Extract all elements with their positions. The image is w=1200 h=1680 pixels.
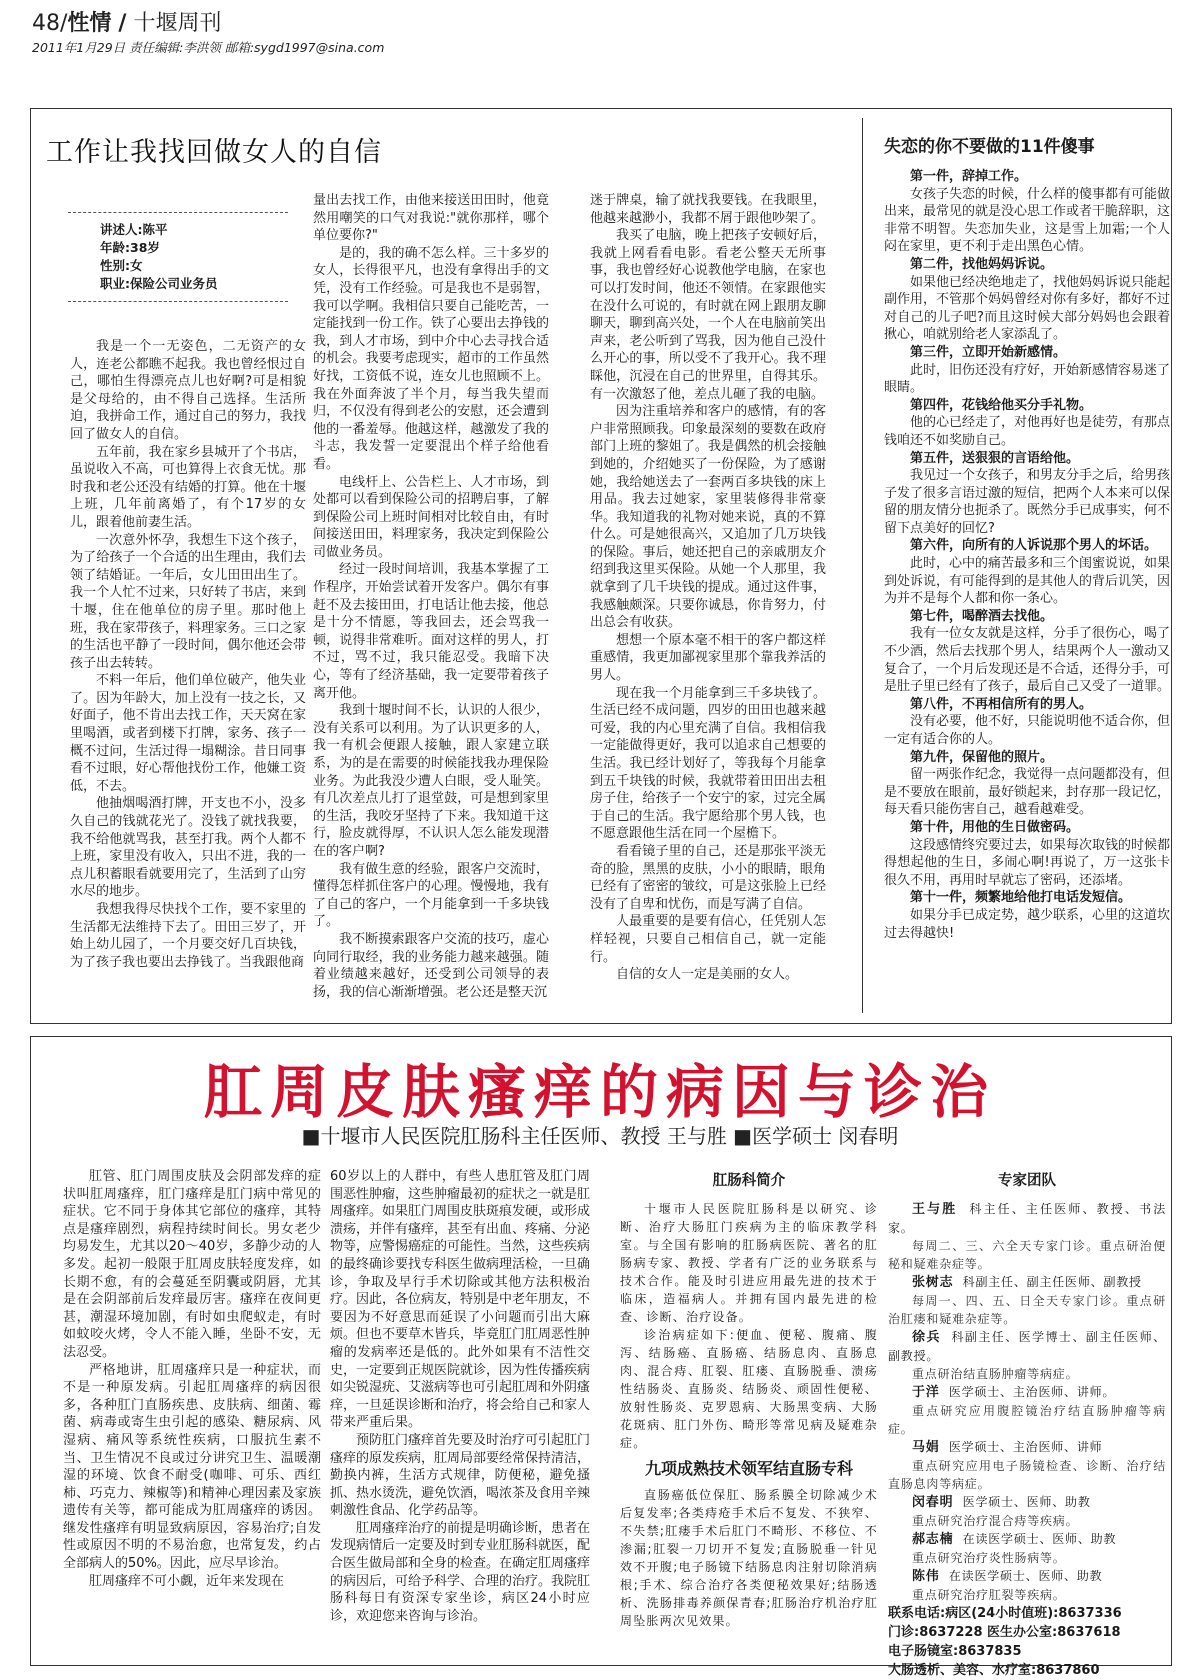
occupation: 职业:保险公司业务员 (100, 276, 218, 291)
health-column-1 (63, 1168, 321, 1658)
expert-desc: 重点研究治疗混合痔等疾病。 (912, 1514, 1079, 1528)
article-column-1 (70, 338, 306, 1018)
expert-entry (888, 1438, 1166, 1457)
contact-line: 大肠透析、美容、水疗室:8637860 (888, 1663, 1100, 1678)
sidebar-item-heading: 第三件，立即开始新感情。 (910, 344, 1067, 360)
expert-title: 科主任、主任医师、教授、书法家。 (888, 1202, 1167, 1235)
narrator: 讲述人:陈平 (100, 222, 168, 237)
paragraph: 肛周瘙痒不可小觑，近年来发现在 (89, 1573, 285, 1589)
paragraph: 我想我得尽快找个工作，要不家里的生活都无法维持下去了。田田三岁了，开始上幼儿园了，一个月要交好几百块钱，为了孩子我也要出去挣钱了。当我跟他商 (70, 902, 306, 970)
paragraph: 人最重要的是要有信心，任凭别人怎样轻视，只要自己相信自己，就一定能行。 (590, 914, 826, 965)
sidebar-item-body: 留一两张作纪念，我觉得一点问题都没有，但是不要放在眼前，最好锁起来，封存那一段记忆，每天看只能伤害自己，越看越难受。 (884, 767, 1171, 818)
sidebar-item-body: 女孩子失恋的时候，什么样的傻事都有可能做出来，最常见的就是没心思工作或者干脆辞职，这非常不明智。失恋加失业，这是雪上加霜;一个人闷在家里，更不利于走出黑色心情。 (884, 186, 1171, 255)
intro-heading: 肛肠科简介 (712, 1173, 786, 1189)
expert-name: 徐兵 (912, 1330, 941, 1345)
expert-name: 张树志 (912, 1275, 954, 1290)
paragraph: 诊治病症如下:便血、便秘、腹痛、腹泻、结肠癌、直肠癌、结肠息肉、直肠息肉、混合痔、肛裂、肛瘘、直肠脱垂、溃疡性结肠炎、直肠炎、结肠炎、顽固性便秘、放射性肠炎、克罗恩病、大肠黑变病、大肠花斑病、肛门外伤、畸形等常见病及疑难杂症。 (620, 1328, 878, 1450)
expert-desc: 重点研究应用电子肠镜检查、诊断、治疗结直肠息肉等病症。 (888, 1459, 1166, 1491)
separator: / (118, 11, 127, 36)
expert-entry (888, 1567, 1166, 1586)
paragraph: 因为注重培养和客户的感情，有的客户非常照顾我。印象最深刻的要数在政府部门上班的黎姐了。我是偶然的机会接触到她的，介绍她买了一份保险，为了感谢她，我给她送去了一套两百多块钱的床上用品。我去过她家，家里装修得非常豪华。我知道我的礼物对她来说，真的不算什么。可是她很高兴，又追加了几万块钱的保险。事后，她还把自己的亲戚朋友介绍到我这里买保险。从她一个人那里，我就拿到了几千块钱的提成。通过这件事，我感触颇深。只要你诚恳，你肯努力，付出总会有收获。 (590, 404, 826, 631)
article-title: 工作让我找回做女人的自信 (46, 137, 382, 168)
expert-desc: 每周二、三、六全天专家门诊。重点研治便秘和疑难杂症等。 (888, 1239, 1166, 1271)
expert-name: 于洋 (912, 1385, 940, 1400)
expert-name: 郝志楠 (912, 1532, 954, 1547)
article-column-3 (590, 192, 826, 1018)
paragraph: 自信的女人一定是美丽的女人。 (616, 967, 799, 983)
page-number: 48/ (32, 11, 68, 36)
expert-name: 陈伟 (912, 1569, 940, 1584)
paragraph: 预防肛门瘙痒首先要及时治疗可引起肛门瘙痒的原发疾病，肛周局部要经常保持清洁，勤换内裤，生活方式规律，防便秘，避免搔抓、热水烫洗，避免饮酒，喝浓茶及食用辛辣刺激性食品、化学药品等。 (330, 1432, 591, 1519)
expert-name: 王与胜 (912, 1202, 958, 1217)
sidebar-item-body: 我见过一个女孩子，和男友分手之后，给男孩子发了很多言语过激的短信，把两个人本来可以保留的朋友情分也扼杀了。既然分手已成事实，何不留下点美好的回忆? (884, 468, 1171, 536)
section-name: 性情 (67, 11, 112, 36)
sidebar-item-heading: 第十件，用他的生日做密码。 (910, 819, 1080, 835)
sidebar-item-body: 如果分手已成定势，越少联系，心里的这道坎过去得越快! (884, 907, 1171, 941)
sidebar-item-body: 此时，旧伤还没有疗好，开始新感情容易迷了眼睛。 (884, 362, 1171, 396)
expert-desc: 重点研究应用腹腔镜治疗结直肠肿瘤等病症。 (888, 1404, 1166, 1436)
article-column-2 (313, 192, 549, 1018)
paragraph: 他抽烟喝酒打牌，开支也不小，没多久自己的钱就花光了。没钱了就找我要，我不给他就骂我，甚至打我。两个人都不上班，家里没有收入，只出不进，我的一点儿积蓄眼看就要用完了，生活到了山穷水尽的地步。 (70, 796, 306, 900)
health-article-title: 肛周皮肤瘙痒的病因与诊治 (203, 1058, 996, 1126)
byline: ■十堰市人民医院肛肠科主任医师、教授 王与胜 ■医学硕士 闵春明 (301, 1124, 899, 1148)
paragraph: 我是一个一无姿色，二无资产的女人，连老公都瞧不起我。我也曾经恨过自己，哪怕生得漂亮点儿也好啊?可是相貌是父母给的，由不得自己选择。生活所迫，我拼命工作，通过自己的努力，我找回了做女人的自信。 (70, 339, 306, 442)
sidebar-title: 失恋的你不要做的11件傻事 (884, 137, 1095, 157)
expert-title: 医学硕士、医师、助教 (962, 1495, 1091, 1509)
tech-heading: 九项成熟技术领军结直肠专科 (644, 1459, 853, 1478)
continued-text: 迷于牌桌，输了就找我要钱。在我眼里，他越来越渺小，我都不屑于跟他吵架了。 (590, 193, 826, 226)
paragraph: 看看镜子里的自己，还是那张平淡无奇的脸，黑黑的皮肤，小小的眼睛，眼角已经有了密密的皱纹，可是这张脸上已经没有了自卑和忧伤，而是写满了自信。 (590, 843, 826, 912)
expert-name: 马娟 (912, 1440, 940, 1455)
expert-entry (888, 1200, 1166, 1237)
date-editor-line: 2011年1月29日 责任编辑:李洪领 邮箱:sygd1997@sina.com (32, 40, 385, 55)
continued-text: 量出去找工作，由他来接送田田时，他竟然用嘲笑的口气对我说:"就你那样，哪个单位要你?" (313, 193, 549, 244)
paragraph: 一次意外怀孕，我想生下这个孩子，为了给孩子一个合适的出生理由，我们去领了结婚证。一年后，女儿田田出生了。我一个人忙不过来，只好转了书店，来到十堰，住在他单位的房子里。那时他上班，我在家带孩子，料理家务。三口之家的生活也平静了一段时间，偶尔他还会带孩子出去转转。 (70, 532, 306, 671)
expert-title: 医学硕士、主治医师、讲师。 (948, 1385, 1116, 1399)
expert-title: 科副主任、副主任医师、副教授 (962, 1275, 1142, 1289)
sidebar-item-heading: 第一件，辞掉工作。 (910, 169, 1028, 184)
sidebar-item-body: 没有必要，他不好，只能说明他不适合你，但一定有适合你的人。 (884, 714, 1171, 747)
sidebar-item-body: 此时，心中的痛苦最多和三个闺蜜说说，如果到处诉说，有可能得到的是其他人的背后讥笑，因为并不是每个人都和你一条心。 (884, 556, 1171, 607)
sidebar-item-body: 这段感情终究要过去，如果每次取钱的时候都得想起他的生日，多闹心啊!再说了，万一这张卡很久不用，再用时早就忘了密码，还添堵。 (884, 837, 1171, 888)
sidebar-item-body: 如果他已经决绝地走了，找他妈妈诉说只能起副作用，不管那个妈妈曾经对你有多好，都好不过对自己的儿子吧?而且这时候大部分妈妈也会跟着揪心，咱就别给老人家添乱了。 (884, 274, 1171, 343)
sidebar-item-heading: 第十一件，频繁地给他打电话发短信。 (910, 890, 1132, 906)
expert-name: 闵春明 (912, 1495, 954, 1510)
paragraph: 是的，我的确不怎么样。三十多岁的女人，长得很平凡，也没有拿得出手的文凭，没有工作经验。可是我也不是弱智，我可以学啊。我相信只要自己能吃苦，一定能找到一份工作。铁了心要出去挣钱的我，到人才市场，到中介中心去寻找合适的机会。我要考虑现实，超市的工作虽然好找，工资低不说，连女儿也照顾不上。我在外面奔波了半个月，每当我失望而归，不仅没有得到老公的安慰，还会遭到他的一番羞辱。他越这样，越激发了我的斗志，我发誓一定要混出个样子给他看看。 (313, 245, 549, 472)
sidebar-item-heading: 第四件，花钱给他买分手礼物。 (910, 397, 1093, 413)
paragraph: 肛周瘙痒治疗的前提是明确诊断，患者在发现病情后一定要及时到专业肛肠科就医，配合医生做局部和全身的检查。在确定肛周瘙痒的病因后，可给予科学、合理的治疗。我院肛肠科每日有资深专家坐诊，病区24小时应诊，欢迎您来咨询与诊治。 (330, 1520, 591, 1624)
expert-title: 在读医学硕士、医师、助教 (962, 1532, 1117, 1546)
expert-entry (888, 1383, 1166, 1402)
health-column-2 (330, 1168, 590, 1658)
paragraph: 五年前，我在家乡县城开了个书店，虽说收入不高，可也算得上衣食无忧。那时我和老公还没有结婚的打算。他在十堰上班，几年前离婚了，有个17岁的女儿，跟着他前妻生活。 (70, 444, 306, 530)
paragraph: 现在我一个月能拿到三千多块钱了。生活已经不成问题，四岁的田田也越来越可爱，我的内心里充满了自信。我相信我一定能做得更好，我可以追求自己想要的生活。我已经计划好了，等我每个月能拿到五千块钱的时候，我就带着田田出去租房子住，给孩子一个安宁的家，过完全属于自己的生活。我宁愿给那个男人钱，也不愿意跟他生活在同一个屋檐下。 (590, 685, 826, 842)
paragraph: 我买了电脑，晚上把孩子安顿好后，我就上网看看电影。看老公整天无所事事，我也曾经好心说教他学电脑，在家也可以打发时间，他还不领情。在家跟他实在没什么可说的，有时就在网上跟朋友聊聊天，聊到高兴处，一个人在电脑前笑出声来，老公听到了骂我，因为他自己没什么开心的事，所以受不了我开心。我不理睬他，沉浸在自己的世界里，自得其乐。有一次激怒了他，差点儿砸了我的电脑。 (590, 228, 826, 402)
sidebar-item-body: 他的心已经走了，对他再好也是徒劳，有那点钱咱还不如奖励自己。 (884, 415, 1171, 448)
paragraph: 我到十堰时间不长，认识的人很少，没有关系可以利用。为了认识更多的人，我一有机会便跟人接触，跟人家建立联系，为的是在需要的时候能找我办理保险业务。为此我没少遭人白眼，受人耻笑。有几次差点儿打了退堂鼓，可是想到家里的生活，我咬牙坚持了下来。我知道干这行，脸皮就得厚，不认识人怎么能发现潜在的客户啊? (313, 703, 549, 859)
contact-info (888, 1604, 1166, 1680)
expert-team (888, 1168, 1167, 1678)
expert-desc: 重点研究治疗肛裂等疾病。 (912, 1588, 1066, 1602)
gender: 性别:女 (100, 258, 143, 273)
paper-name: 十堰周刊 (133, 11, 222, 36)
page-header (32, 6, 221, 37)
sidebar-item-heading: 第八件，不再相信所有的男人。 (910, 696, 1093, 712)
paragraph: 我有做生意的经验，跟客户交流时，懂得怎样抓住客户的心理。慢慢地，我有了自己的客户，一个月能拿到一千多块钱了。 (313, 861, 549, 930)
expert-entry (888, 1328, 1166, 1365)
sidebar-item-heading: 第五件，送狠狠的言语给他。 (910, 450, 1080, 466)
contact-line: 电子肠镜室:8637835 (888, 1644, 1022, 1659)
paragraph: 不料一年后，他们单位破产，他失业了。因为年龄大，加上没有一技之长，又好面子，他不肯出去找工作，天天窝在家里喝酒，或者到楼下打牌，家务、孩子一概不过问，生活过得一塌糊涂。昔日同事看不过眼，好心帮他找份工作，他嫌工资低，不去。 (70, 673, 306, 794)
expert-desc: 重点研治结直肠肿瘤等病症。 (912, 1367, 1079, 1381)
sidebar-item-heading: 第六件，向所有的人诉说那个男人的坏话。 (910, 538, 1158, 554)
author-info (68, 212, 288, 302)
expert-entry (888, 1530, 1166, 1549)
expert-title: 科副主任、医学博士、副主任医师、副教授。 (888, 1330, 1166, 1363)
age: 年龄:38岁 (100, 240, 160, 255)
paragraph: 十堰市人民医院肛肠科是以研究、诊断、治疗大肠肛门疾病为主的临床教学科室。与全国有影响的肛肠病医院、著名的肛肠病专家、教授、学者有广泛的业务联系与技术合作。能及时引进应用最先进的技术于临床，造福病人。并拥有国内最先进的检查、诊断、治疗设备。 (620, 1202, 878, 1324)
sidebar-item-body: 我有一位女友就是这样，分手了很伤心，喝了不少酒，然后去找那个男人，结果两个人一激动又复合了，一个月后发现还是不合适，还得分手，可是肚子里已经有了孩子，最后自己又受了一道罪。 (884, 626, 1171, 695)
sidebar-item-heading: 第二件，找他妈妈诉说。 (910, 256, 1054, 272)
expert-title: 在读医学硕士、医师、助教 (948, 1569, 1103, 1583)
column-divider (862, 118, 863, 1013)
paragraph: 肛管、肛门周围皮肤及会阴部发痒的症状叫肛周瘙痒，肛门瘙痒是肛门病中常见的症状。它不同于身体其它部位的瘙痒，其特点是瘙痒剧烈，病程持续时间长。男女老少均易发生，尤其以20～40岁，多静少动的人多发。起初一般限于肛周皮肤轻度发痒，如长期不愈，有的会蔓延至阴囊或阴唇，尤其是在会阴部前后发痒最厉害。瘙痒在夜间更甚，潮湿环境加剧，有时如虫爬蚁走，有时如蚊咬火烤，令人不能入睡，坐卧不安，无法忍受。 (63, 1169, 321, 1360)
expert-desc: 重点研究治疗炎性肠病等。 (912, 1551, 1066, 1565)
sidebar-list (884, 168, 1170, 1018)
paragraph: 想想一个原本毫不相干的客户都这样重感情，我更加鄙视家里那个靠我养活的男人。 (590, 632, 826, 684)
department-intro (620, 1168, 878, 1658)
sidebar-item-heading: 第九件，保留他的照片。 (910, 749, 1054, 765)
expert-title: 医学硕士、主治医师、讲师 (948, 1440, 1103, 1454)
team-heading: 专家团队 (998, 1173, 1056, 1189)
paragraph: 经过一段时间培训，我基本掌握了工作程序，开始尝试着开发客户。偶尔有事赶不及去接田田，打电话让他去接，他总是十分不情愿，等我回去，还会骂我一顿，说得非常难听。面对这样的男人，打不过，骂不过，我只能忍受。我暗下决心，等有了经济基础，我一定要带着孩子离开他。 (313, 562, 549, 701)
expert-desc: 每周一、四、五、日全天专家门诊。重点研治肛瘘和疑难杂症等。 (888, 1294, 1166, 1326)
sidebar-item-heading: 第七件，喝醉酒去找他。 (910, 608, 1054, 624)
paragraph: 我不断摸索跟客户交流的技巧，虚心向同行取经，我的业务能力越来越强。随着业绩越来越好，还受到公司领导的表扬，我的信心渐渐增强。老公还是整天沉 (313, 931, 549, 1000)
paragraph: 电线杆上、公告栏上、人才市场，到处都可以看到保险公司的招聘启事，了解到保险公司上班时间相对比较自由，有时间接送田田，料理家务，我决定到保险公司做业务员。 (313, 474, 549, 560)
contact-line: 门诊:8637228 医生办公室:8637618 (888, 1625, 1121, 1640)
continued-text: 60岁以上的人群中，有些人患肛管及肛门周围恶性肿瘤，这些肿瘤最初的症状之一就是肛周瘙痒。如果肛门周围皮肤斑痕发硬，或形成溃疡，并伴有瘙痒，甚至有出血、疼痛、分泌物等，应警惕癌症的可能性。当然，这些疾病的最终确诊要找专科医生做病理活检，一旦确诊，争取及早行手术切除或其他方法积极治疗。因此，各位病友，特别是中老年朋友，不要因为不好意思而延误了小问题而引出大麻烦。但也不要草木皆兵，毕竟肛门肛周恶性肿瘤的发病率还是低的。此外如果有不洁性交史，一定要到正规医院就诊，因为性传播疾病如尖锐湿疣、艾滋病等也可引起肛周和外阴瘙痒，一旦延误诊断和治疗，将会给自己和家人带来严重后果。 (330, 1169, 591, 1431)
expert-entry (888, 1493, 1166, 1512)
paragraph: 严格地讲，肛周瘙痒只是一种症状，而不是一种原发病。引起肛周瘙痒的病因很多，各种肛门直肠疾患、皮肤病、细菌、霉菌、病毒或寄生虫引起的感染、糖尿病、风湿病、痛风等系统性疾病，口服抗生素不当、卫生情况不良或过分讲究卫生、温暖潮湿的环境、饮食不耐受(咖啡、可乐、西红柿、巧克力、辣椒等)和精神心理因素及家族遗传有关等，都可能成为肛周瘙痒的诱因。继发性瘙痒有明显致病原因，容易治疗;自发性或原因不明的不易治愈，也常复发，约占全部病人的50%。因此，应尽早诊治。 (63, 1362, 321, 1572)
tech-text: 直肠癌低位保肛、肠系膜全切除减少术后复发率;各类痔疮手术后不复发、不狭窄、不失禁;肛瘘手术后肛门不畸形、不移位、不渗漏;肛裂一刀切开不复发;直肠脱垂一针见效不开腹;电子肠镜下结肠息肉注射切除消病根;手术、综合治疗各类便秘效果好;结肠透析、洗肠排毒养颜保青春;肛肠治疗机治疗肛周坠胀两次见效果。 (620, 1488, 878, 1628)
contact-line: 联系电话:病区(24小时值班):8637336 (888, 1606, 1122, 1621)
expert-entry (888, 1273, 1166, 1292)
